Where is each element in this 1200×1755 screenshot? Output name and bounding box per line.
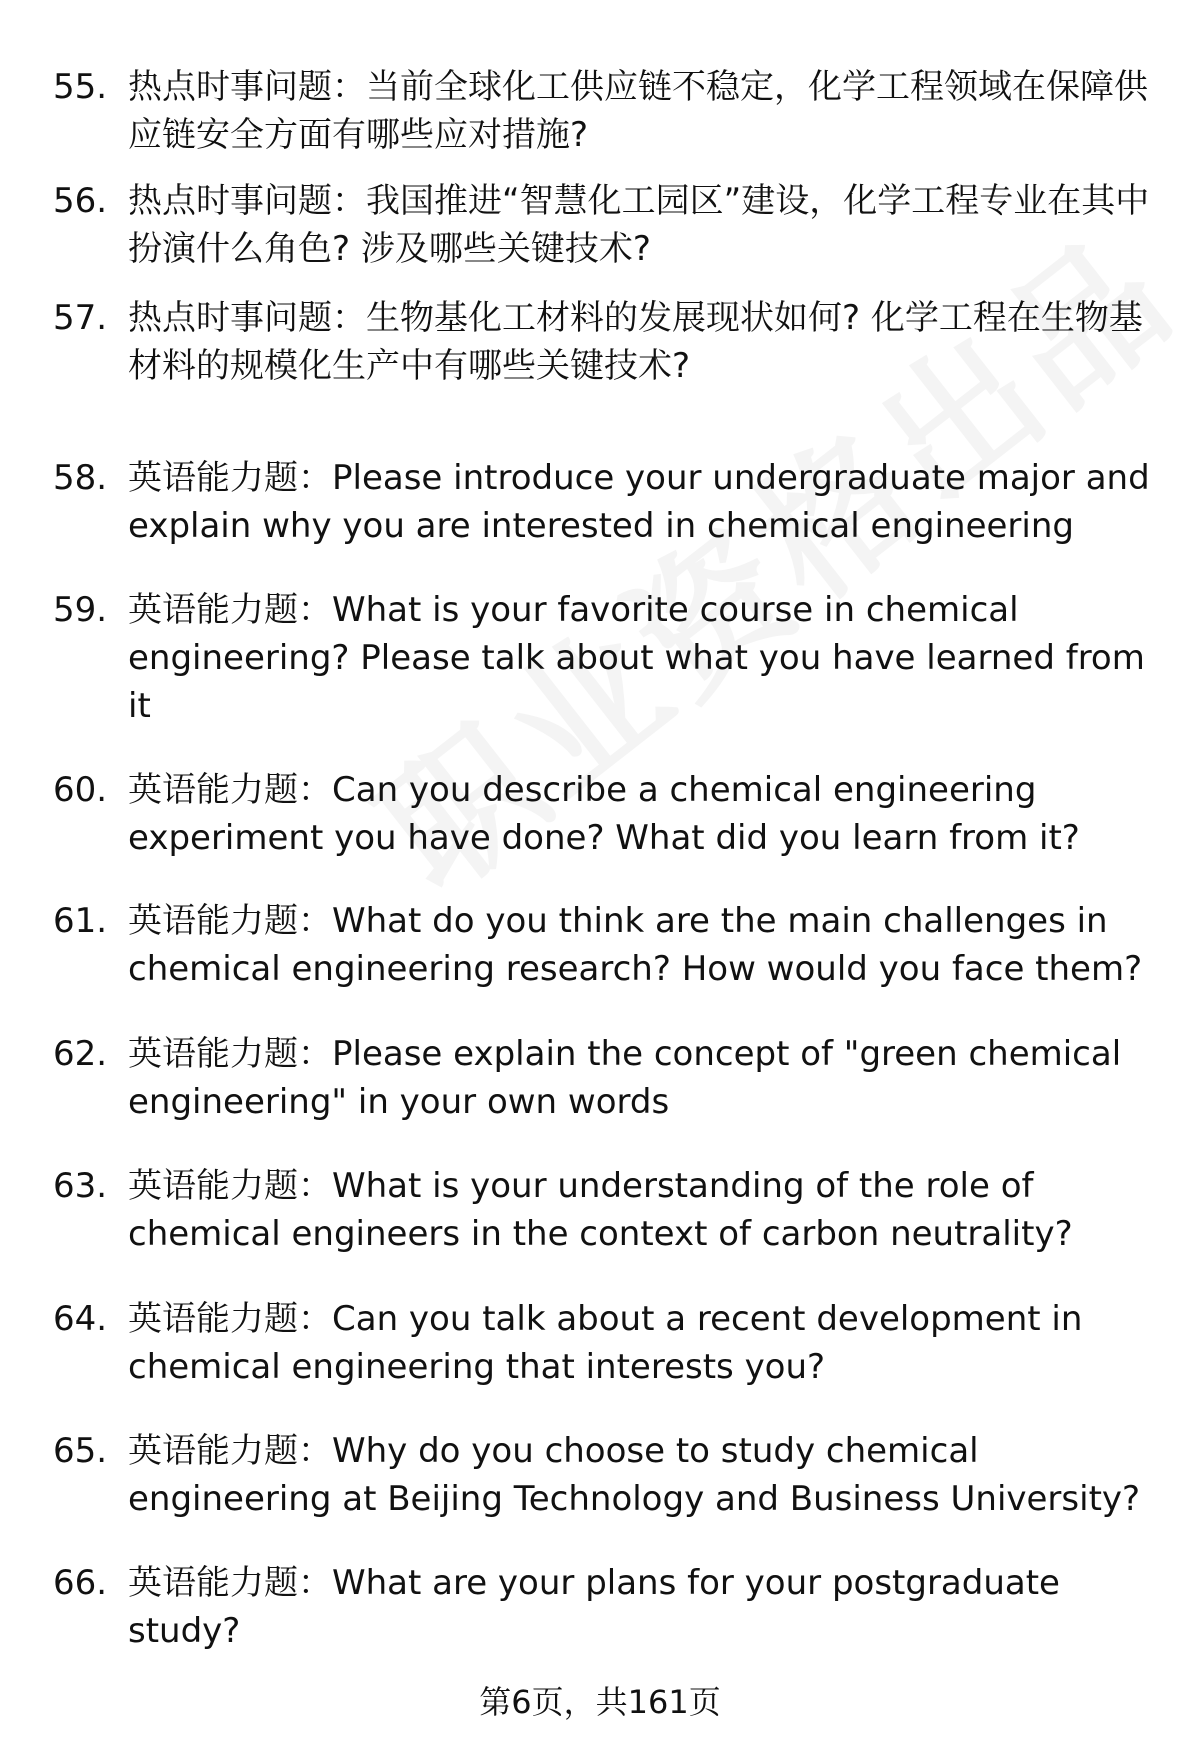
question-number: 60. — [53, 770, 108, 810]
question-text: 生物基化工材料的发展现状如何? 化学工程在生物基材料的规模化生产中有哪些关键技术? — [128, 298, 1143, 386]
question-category: 英语能力题： — [128, 1166, 332, 1206]
question-body — [128, 1559, 1173, 1655]
question-number: 66. — [53, 1563, 108, 1603]
question-category: 英语能力题： — [128, 458, 332, 498]
question-number: 63. — [53, 1166, 108, 1206]
question-body — [128, 1427, 1173, 1523]
question-body — [128, 1030, 1173, 1126]
question-number: 61. — [53, 901, 108, 941]
question-category: 英语能力题： — [128, 1431, 332, 1471]
question-number: 62. — [53, 1034, 108, 1074]
question-body — [128, 177, 1173, 273]
question-number: 57. — [53, 298, 108, 338]
question-body — [128, 1295, 1173, 1391]
question-category: 英语能力题： — [128, 901, 332, 941]
question-text: What is your understanding of the role of chemical engineers in the context of carbon neutrality? — [128, 1166, 1073, 1254]
question-text: Please explain the concept of "green chemical engineering" in your own words — [128, 1034, 1122, 1122]
question-text: Can you talk about a recent development in chemical engineering that interests you? — [128, 1299, 1083, 1387]
question-category: 英语能力题： — [128, 1034, 332, 1074]
question-body — [128, 63, 1173, 159]
question-text: What is your favorite course in chemical engineering? Please talk about what you have learned from it — [128, 590, 1145, 726]
question-body — [128, 454, 1173, 550]
question-category: 热点时事问题： — [128, 67, 366, 107]
question-number: 56. — [53, 181, 108, 221]
question-text: Please introduce your undergraduate major and explain why you are interested in chemical engineering — [128, 458, 1150, 546]
question-body — [128, 294, 1173, 390]
question-category: 英语能力题： — [128, 1299, 332, 1339]
question-text: Can you describe a chemical engineering experiment you have done? What did you learn from it? — [128, 770, 1080, 858]
question-category: 英语能力题： — [128, 1563, 332, 1603]
question-number: 59. — [53, 590, 108, 630]
question-category: 热点时事问题： — [128, 298, 366, 338]
question-category: 英语能力题： — [128, 590, 332, 630]
question-category: 热点时事问题： — [128, 181, 366, 221]
question-body — [128, 1162, 1173, 1258]
question-body — [128, 766, 1173, 862]
question-text: 我国推进“智慧化工园区”建设，化学工程专业在其中扮演什么角色? 涉及哪些关键技术? — [128, 181, 1150, 269]
question-text: 当前全球化工供应链不稳定，化学工程领域在保障供应链安全方面有哪些应对措施? — [128, 67, 1148, 155]
question-text: Why do you choose to study chemical engineering at Beijing Technology and Business University? — [128, 1431, 1141, 1519]
question-number: 55. — [53, 67, 108, 107]
question-category: 英语能力题： — [128, 770, 332, 810]
question-number: 64. — [53, 1299, 108, 1339]
question-number: 65. — [53, 1431, 108, 1471]
question-text: What do you think are the main challenges in chemical engineering research? How would you face them? — [128, 901, 1143, 989]
page-number: 第6页，共161页 — [479, 1683, 721, 1721]
question-text: What are your plans for your postgraduate study? — [128, 1563, 1060, 1651]
question-number: 58. — [53, 458, 108, 498]
question-body — [128, 586, 1173, 730]
question-body — [128, 897, 1173, 993]
